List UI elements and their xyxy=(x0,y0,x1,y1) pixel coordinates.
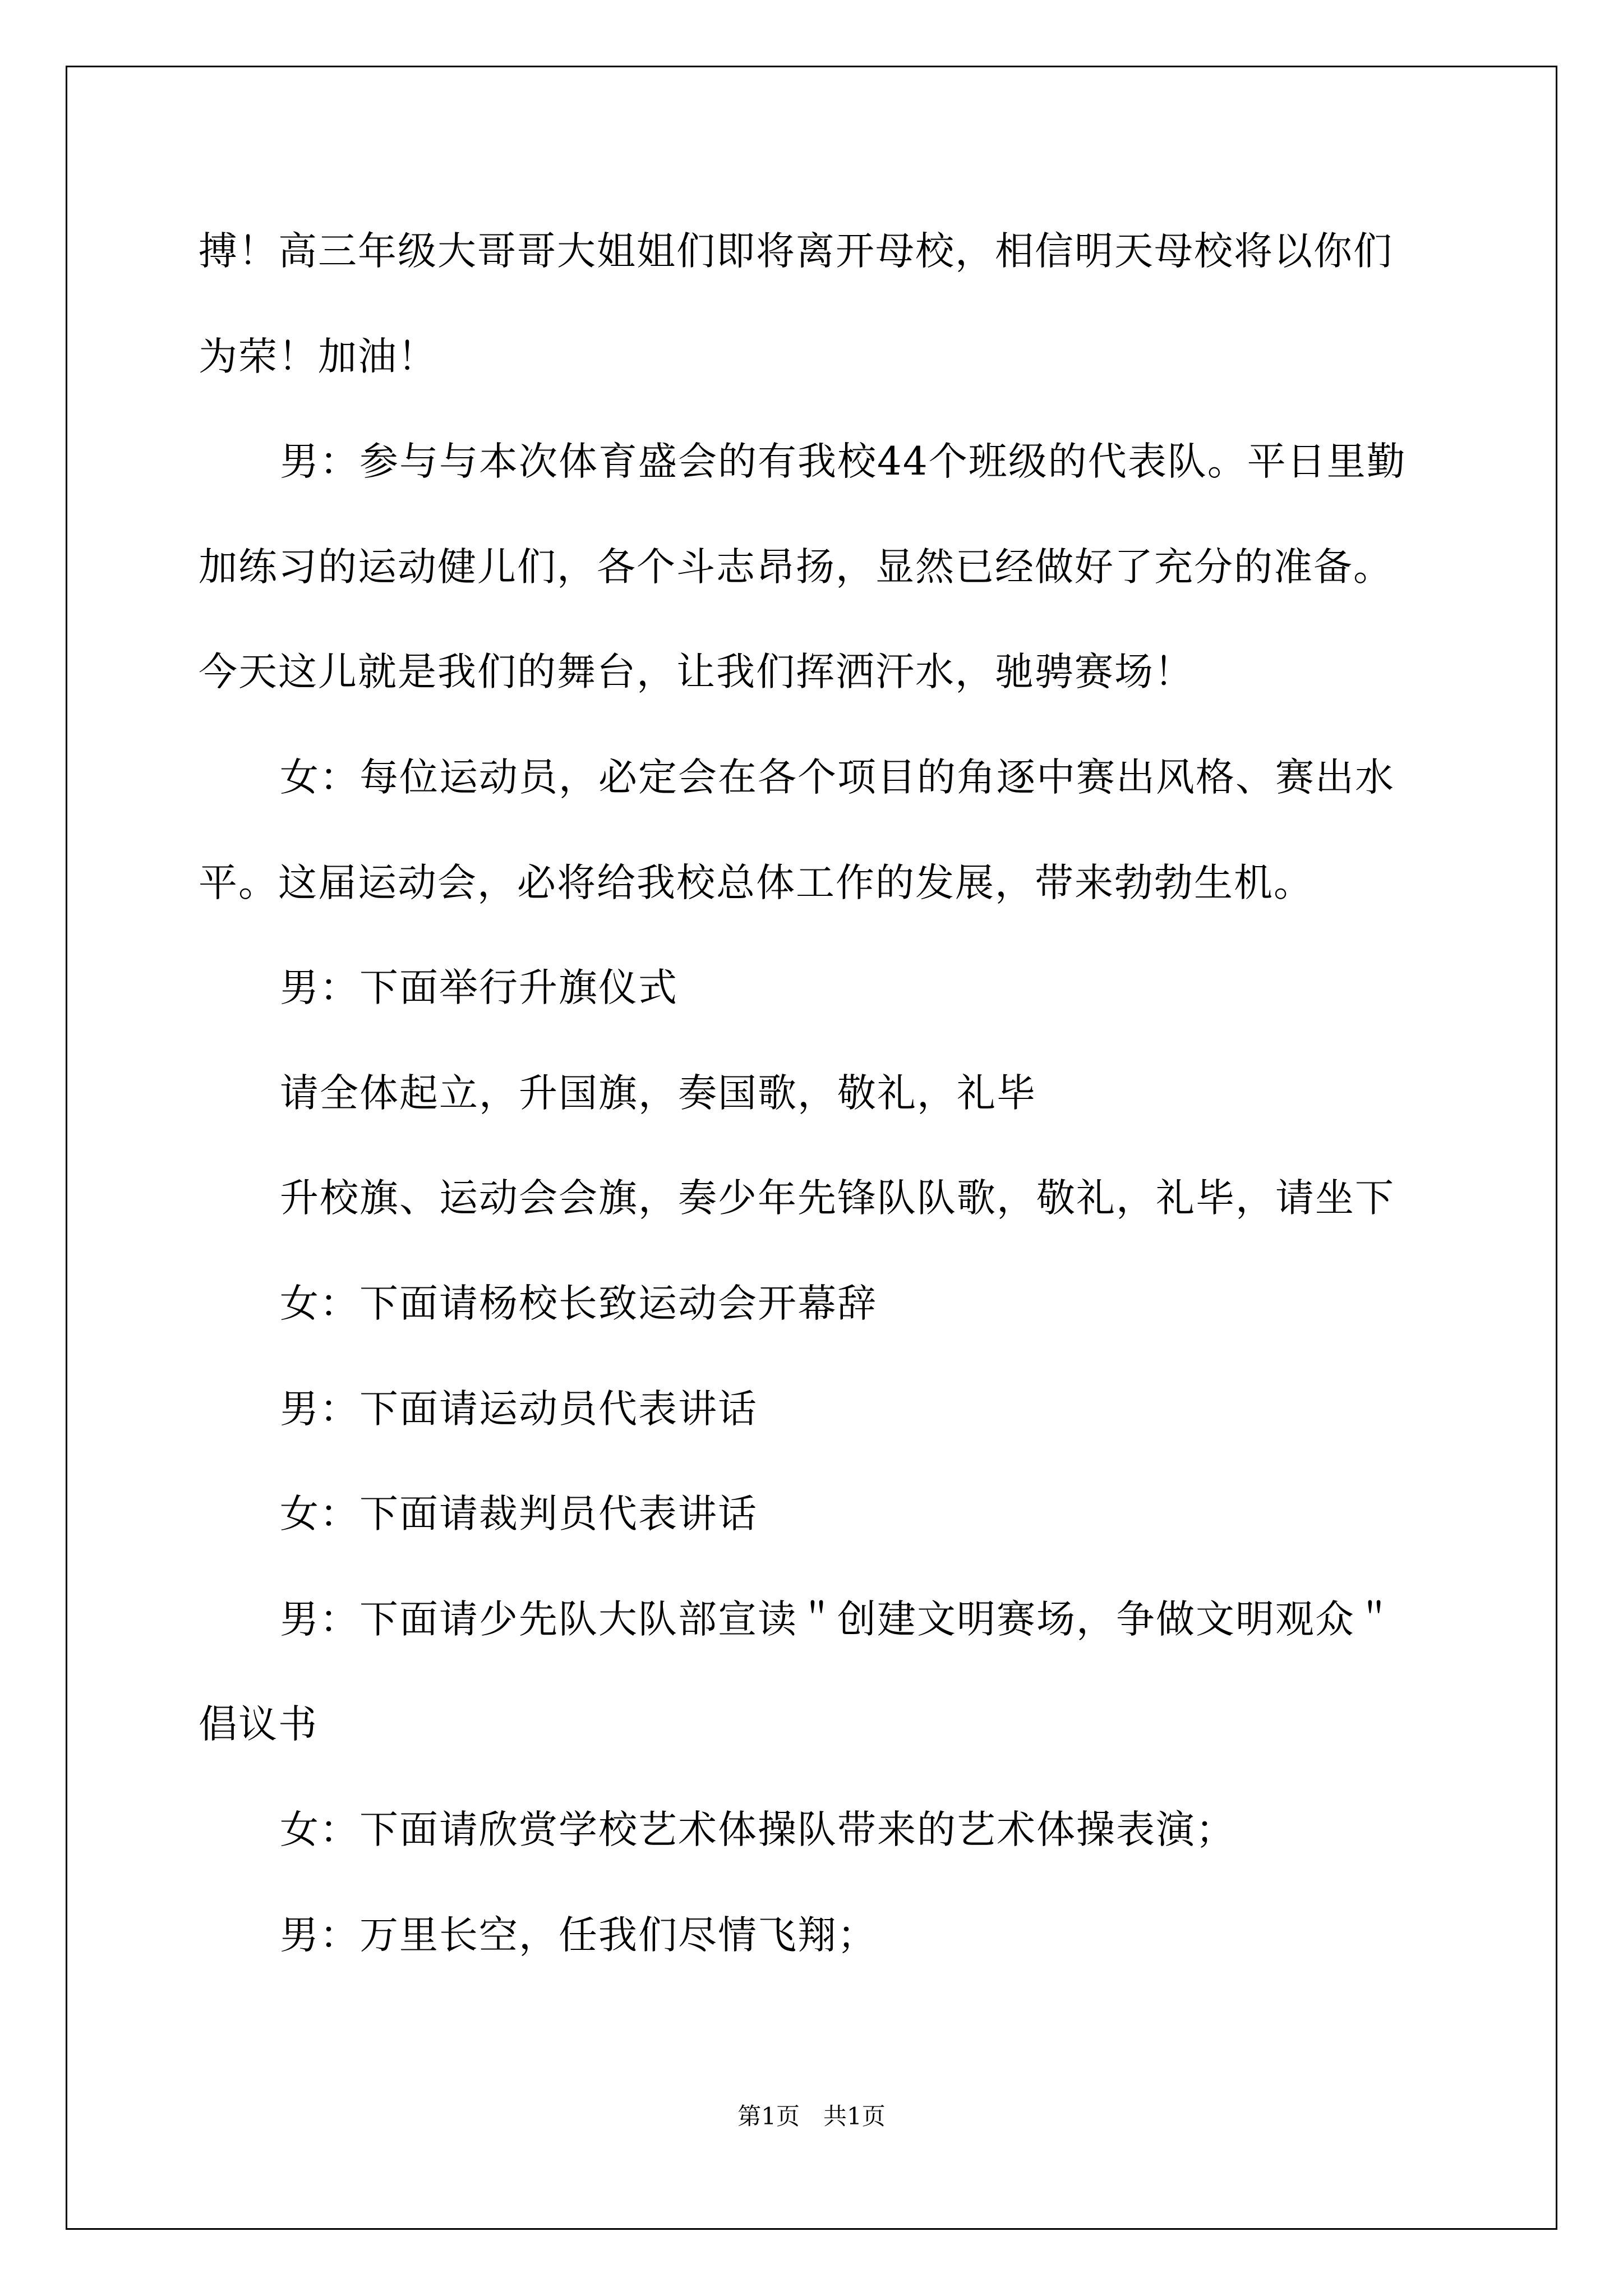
text-line: 升校旗、运动会会旗，奏少年先锋队队歌，敬礼，礼毕，请坐下 xyxy=(280,1176,1395,1221)
text-line: 男：下面请运动员代表讲话 xyxy=(280,1387,758,1432)
text-line: 请全体起立，升国旗，奏国歌，敬礼，礼毕 xyxy=(280,1071,1036,1116)
text-line: 女：下面请杨校长致运动会开幕辞 xyxy=(280,1281,877,1326)
text-line: 女：下面请欣赏学校艺术体操队带来的艺术体操表演； xyxy=(280,1807,1235,1852)
text-line: 男：万里长空，任我们尽情飞翔； xyxy=(280,1913,877,1958)
page-number-footer: 第1页 共1页 xyxy=(737,2102,886,2130)
text-line: 男：参与与本次体育盛会的有我校44个班级的代表队。平日里勤 xyxy=(280,439,1407,484)
text-line: 加练习的运动健儿们，各个斗志昂扬，显然已经做好了充分的准备。 xyxy=(199,545,1393,590)
text-line: 女：下面请裁判员代表讲话 xyxy=(280,1492,758,1536)
text-line: 今天这儿就是我们的舞台，让我们挥洒汗水，驰骋赛场！ xyxy=(199,650,1194,694)
text-line: 女：每位运动员，必定会在各个项目的角逐中赛出风格、赛出水 xyxy=(280,755,1395,800)
text-line: 男：下面请少先队大队部宣读＂创建文明赛场，争做文明观众＂ xyxy=(280,1597,1395,1642)
text-line: 搏！高三年级大哥哥大姐姐们即将离开母校，相信明天母校将以你们 xyxy=(199,229,1393,274)
text-line: 倡议书 xyxy=(199,1702,318,1747)
text-line: 为荣！加油！ xyxy=(199,334,437,379)
text-line: 男：下面举行升旗仪式 xyxy=(280,965,678,1010)
text-line: 平。这届运动会，必将给我校总体工作的发展，带来勃勃生机。 xyxy=(199,861,1313,905)
page-border xyxy=(66,66,1557,2230)
